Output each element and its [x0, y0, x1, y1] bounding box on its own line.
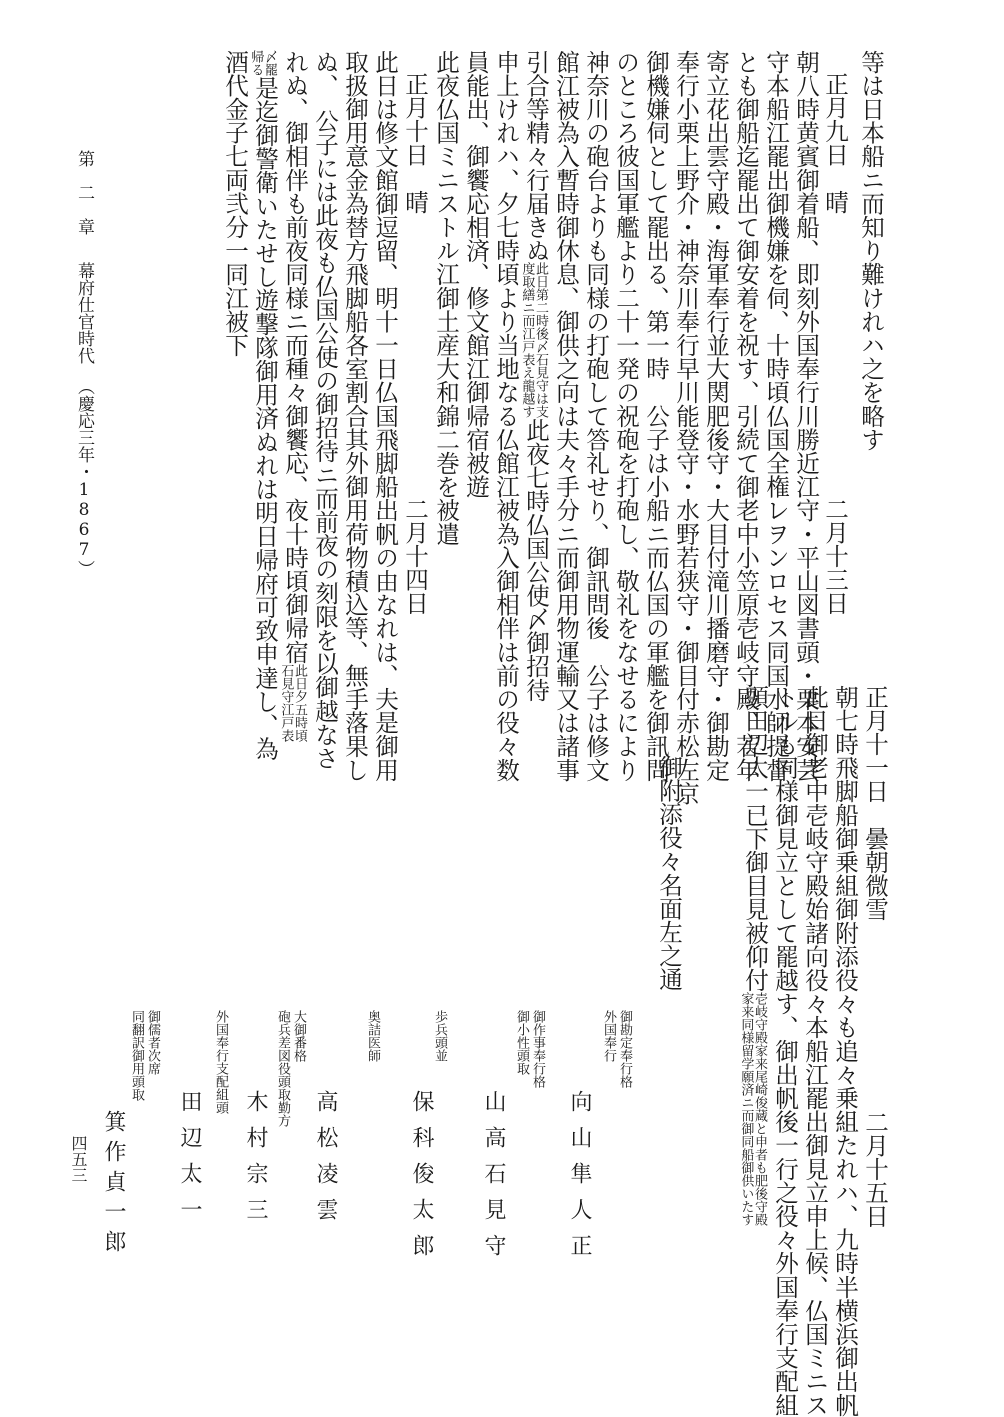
running-years: （慶応三年・1867）	[74, 378, 94, 577]
inline-note-line: 家来同様留学願済ニ而御同船御供いたす	[738, 991, 754, 1226]
inline-note-line: 此日第二時後〆石見守は支	[533, 262, 548, 419]
inline-note-line: 此日夕五時頃	[292, 663, 307, 742]
roster-title: 外国奉行支配組頭	[213, 1010, 228, 1114]
roster-title: 御儒者次席	[145, 1010, 160, 1075]
text-column: 此日は修文館御逗留、明十一日仏国飛脚船出帆の由なれは、夫是御用	[371, 50, 399, 782]
date-heading: 正月十日 晴	[401, 72, 429, 214]
roster-name: 箕作貞一郎	[101, 1110, 126, 1260]
text-column: 酒代金子七両弐分一同江被下	[221, 50, 249, 357]
inline-note-line: 帰る	[248, 50, 264, 76]
date-heading: 正月十一日 曇朝微雪	[861, 685, 889, 921]
roster-name: 向山隼人正	[567, 1090, 592, 1270]
text-column: とも御船迄罷出て御安着を祝す、引続て御老中小笠原壱岐守殿、若年	[732, 50, 760, 782]
roster-title: 同翻訳御用頭取	[129, 1010, 144, 1101]
roster-name: 保科俊太郎	[409, 1090, 434, 1270]
page-number: 四五三	[69, 1135, 88, 1183]
roster-title: 御勘定奉行格	[617, 1010, 632, 1088]
text-run: 此夜七時仏国公使〆御招待	[522, 418, 550, 702]
inline-note-line: 壱岐守殿家来尾崎俊蔵と申者も肥後守殿	[752, 991, 767, 1226]
date-heading: 二月十三日	[821, 497, 849, 615]
text-column: トルも同様御見立として罷越す、御出帆後一行之役々外国奉行支配組	[771, 685, 799, 1417]
text-run: 引合等精々行届きぬ	[522, 50, 550, 263]
date-heading: 二月十四日	[401, 497, 429, 615]
text-column: 御附添役々名面左之通	[655, 755, 683, 991]
inline-note	[249, 50, 276, 76]
text-column: 館江被為入暫時御休息、御供之向は夫々手分ニ而御用物運輸又は諸事	[552, 50, 580, 782]
text-column: 寄立花出雲守殿・海軍奉行並大関肥後守・大目付滝川播磨守・御勘定	[702, 50, 730, 782]
roster-title: 御小性頭取	[514, 1010, 529, 1075]
text-column: 御機嫌伺として罷出る、第一時 公子は小船ニ而仏国の軍艦を御訊問	[642, 50, 670, 782]
text-column	[738, 685, 769, 1226]
text-column: 朝七時飛脚船御乗組御附添役々も追々乗組たれハ、九時半横浜御出帆	[831, 685, 859, 1417]
text-column: 奉行小栗上野介・神奈川奉行早川能登守・水野若狭守・御目付赤松左京	[672, 50, 700, 806]
text-column	[248, 50, 279, 761]
text-column: 守本船江罷出御機嫌を伺、十時頃仏国全権レヲンロセス同国水師提督	[762, 50, 790, 782]
text-column: のところ彼国軍艦より二十一発の祝砲を打砲し、敬礼をなせるにより	[612, 50, 640, 782]
text-run: 是迄御警衛いたせし遊撃隊御用済ぬれは明日帰府可致申達し、為	[251, 76, 279, 761]
roster-name: 高松凌雲	[313, 1090, 338, 1234]
text-column: 員能出、御饗応相済、修文館江御帰宿被遊	[462, 50, 490, 499]
text-column: 朝八時黄賓御着船、即刻外国奉行川勝近江守・平山図書頭・栗本安芸	[792, 50, 820, 782]
roster-name: 山高石見守	[481, 1090, 506, 1270]
roster-name: 木村宗三	[243, 1090, 268, 1234]
roster-title: 外国奉行	[601, 1010, 616, 1062]
text-run: 頭田辺太一已下御目見被仰付	[741, 685, 769, 992]
date-heading: 二月十五日	[861, 1110, 889, 1228]
roster-name: 田辺太一	[177, 1090, 202, 1234]
text-run: れぬ、御相伴も前夜同様ニ而種々御饗応、夜十時頃御帰宿	[281, 50, 309, 664]
inline-note	[739, 992, 766, 1226]
running-title: 幕府仕官時代	[74, 262, 94, 364]
date-heading: 正月九日 晴	[821, 72, 849, 214]
text-column: 此日御老中壱岐守殿始諸向役々本船江罷出御見立申上候、仏国ミニス	[801, 685, 829, 1417]
roster-title: 砲兵差図役頭取勤方	[275, 1010, 290, 1127]
text-column: 申上けれハ、夕七時頃より当地なる仏館江被為入御相伴は前の役々数	[492, 50, 520, 782]
roster-title: 歩兵頭並	[432, 1010, 447, 1062]
text-column: 取扱御用意金為替方飛脚船各室割合其外御用荷物積込等、無手落果し	[341, 50, 369, 782]
roster-title: 奥詰医師	[365, 1010, 380, 1062]
text-column: 等は日本船ニ而知り難けれハ之を略す	[857, 50, 885, 452]
inline-note-line: 度取繕ニ而江戸表え龍越す	[519, 262, 535, 419]
text-column	[519, 50, 550, 702]
text-column	[278, 50, 309, 742]
inline-note-line: 石見守江戸表	[278, 663, 294, 742]
roster-title: 御作事奉行格	[530, 1010, 545, 1088]
roster-title: 大御番格	[291, 1010, 306, 1062]
text-column: ぬ、 公子には此夜も仏国公使の御招待ニ而前夜の刻限を以御越なさ	[311, 50, 339, 770]
text-column: 神奈川の砲台よりも同様の打砲して答礼せり、御訊問後 公子は修文	[582, 50, 610, 782]
inline-note	[279, 664, 306, 742]
inline-note-line: 〆罷	[262, 50, 277, 76]
inline-note	[520, 262, 547, 418]
chapter-label: 第 二 章	[74, 150, 94, 235]
text-column: 此夜仏国ミニストル江御土産大和錦二巻を被遣	[432, 50, 460, 546]
